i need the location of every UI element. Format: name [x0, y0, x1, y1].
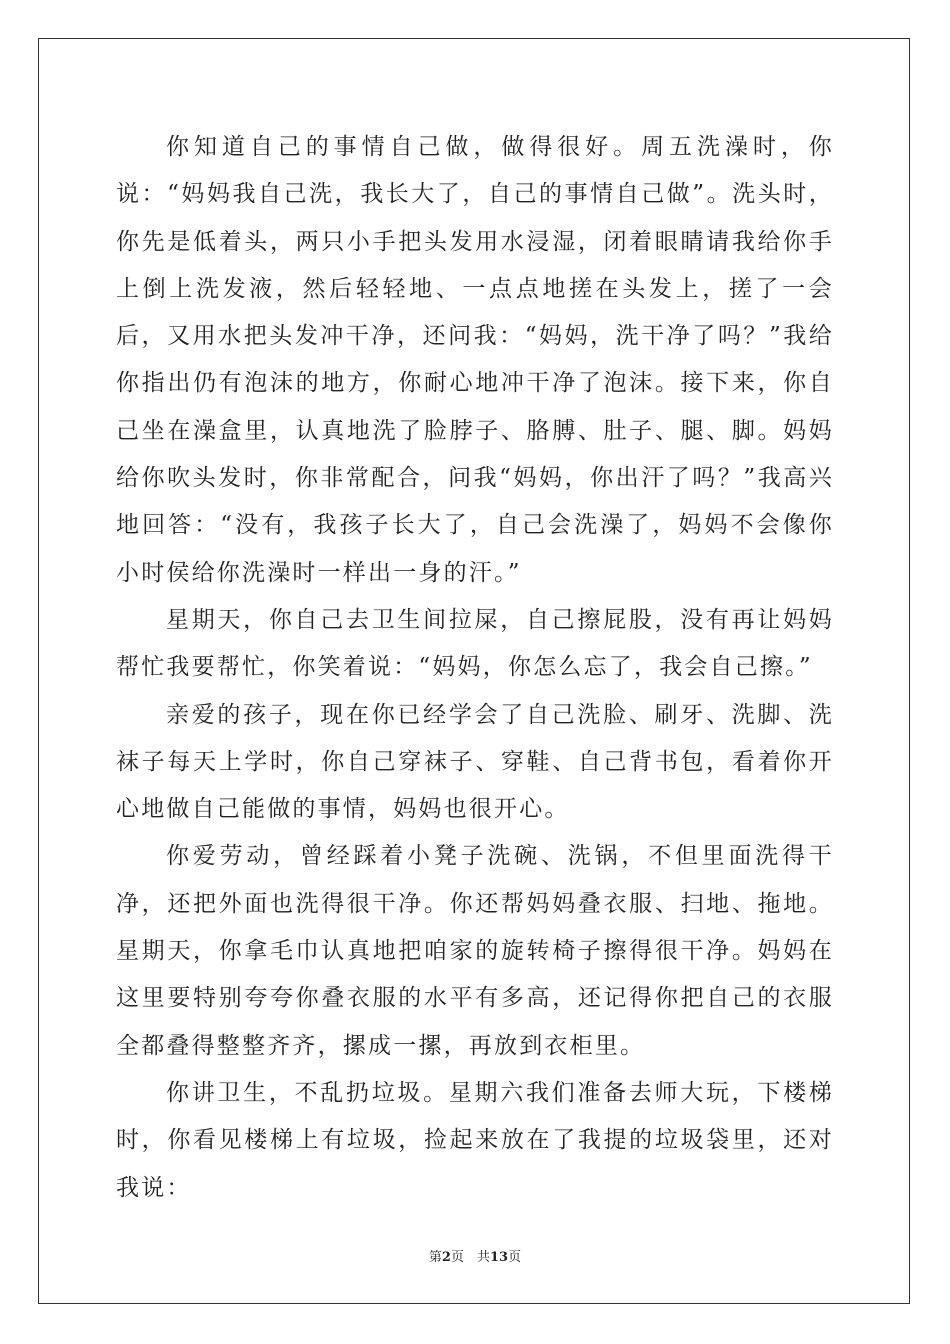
- paragraph-self-bathing: 你知道自己的事情自己做，做得很好。周五洗澡时，你说：“妈妈我自己洗，我长大了，自己的事情自己做”。洗头时，你先是低着头，两只小手把头发用水浸湿，闭着眼睛请我给你手上倒上洗发液，然后轻轻地、一点点地搓在头发上，搓了一会后，又用水把头发冲干净，还问我：“妈妈，洗干净了吗？”我给你指出仍有泡沫的地方，你耐心地冲干净了泡沫。接下来，你自己坐在澡盒里，认真地洗了脸脖子、胳膊、肚子、腿、脚。妈妈给你吹头发时，你非常配合，问我“妈妈，你出汗了吗？”我高兴地回答：“没有，我孩子长大了，自己会洗澡了，妈妈不会像你小时侯给你洗澡时一样出一身的汗。”: [116, 134, 834, 586]
- page-suffix: 页: [508, 1250, 522, 1265]
- current-page-number: 2: [441, 1250, 451, 1265]
- page-prefix: 第: [428, 1250, 442, 1265]
- page-middle-text: 页 共: [450, 1250, 490, 1265]
- page-number-footer: [0, 1246, 950, 1265]
- paragraph-housework: 你爱劳动，曾经踩着小凳子洗碗、洗锅，不但里面洗得干净，还把外面也洗得很干净。你还帮妈妈叠衣服、扫地、拖地。星期天，你拿毛巾认真地把咱家的旋转椅子擦得很干净。妈妈在这里要特别夸夸你叠衣服的水平有多高，还记得你把自己的衣服全都叠得整整齐齐，摞成一摞，再放到衣柜里。: [116, 843, 834, 1059]
- paragraph-toilet: 星期天，你自己去卫生间拉屎，自己擦屁股，没有再让妈妈帮忙我要帮忙，你笑着说：“妈妈，你怎么忘了，我会自己擦。”: [116, 606, 834, 681]
- paragraph-self-care: 亲爱的孩子，现在你已经学会了自己洗脸、刷牙、洗脚、洗袜子每天上学时，你自己穿袜子、穿鞋、自己背书包，看着你开心地做自己能做的事情，妈妈也很开心。: [116, 701, 834, 823]
- total-page-count: 13: [489, 1250, 509, 1265]
- document-body: [116, 124, 834, 1212]
- paragraph-hygiene: 你讲卫生，不乱扔垃圾。星期六我们准备去师大玩，下楼梯时，你看见楼梯上有垃圾，捡起来放在了我提的垃圾袋里，还对我说：: [116, 1079, 834, 1201]
